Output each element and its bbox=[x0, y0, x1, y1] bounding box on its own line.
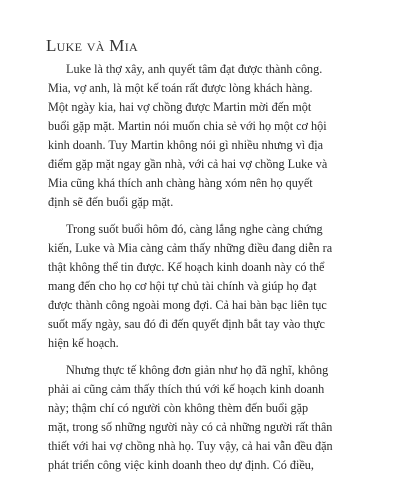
text-line: Mia, vợ anh, là một kế toán rất được lòng khách hàng. bbox=[48, 81, 313, 95]
paragraph bbox=[48, 220, 368, 353]
text-line: Mia cũng khá thích anh chàng hàng xóm nên họ quyết bbox=[48, 176, 313, 190]
chapter-title: Luke và Mia bbox=[46, 36, 138, 55]
text-line: được thành công ngoài mong đợi. Cả hai bàn bạc liên tục bbox=[48, 298, 327, 312]
text-line: hiện kế hoạch. bbox=[48, 336, 119, 350]
text-line: kiến, Luke và Mia càng cảm thấy những điều đang diễn ra bbox=[48, 241, 333, 255]
text-line: Luke là thợ xây, anh quyết tâm đạt được thành công. bbox=[66, 62, 323, 76]
text-line: thiết với hai vợ chồng nhà họ. Tuy vậy, cả hai vẫn đều đặn bbox=[48, 439, 333, 453]
text-line: phải ai cũng cảm thấy thích thú với kế hoạch kinh doanh bbox=[48, 382, 325, 396]
paragraph bbox=[48, 60, 368, 212]
text-line: Một ngày kia, hai vợ chồng được Martin mời đến một bbox=[48, 100, 312, 114]
text-line: suốt mấy ngày, sau đó đi đến quyết định bắt tay vào thực bbox=[48, 317, 325, 331]
paragraph bbox=[48, 361, 368, 475]
text-line: điểm gặp mặt ngay gần nhà, với cả hai vợ chồng Luke và bbox=[48, 157, 328, 171]
text-line: kinh doanh. Tuy Martin không nói gì nhiều nhưng vì địa bbox=[48, 138, 324, 152]
text-line: Nhưng thực tế không đơn giản như họ đã nghĩ, không bbox=[66, 363, 329, 377]
text-line: phát triển công việc kinh doanh theo dự định. Có điều, bbox=[48, 458, 314, 472]
text-line: thật không thể tin được. Kế hoạch kinh doanh này có thể bbox=[48, 260, 325, 274]
text-line: Trong suốt buổi hôm đó, càng lắng nghe càng chứng bbox=[66, 222, 323, 236]
chapter-body bbox=[48, 60, 368, 483]
text-line: này; thậm chí có người còn không thèm đến buổi gặp bbox=[48, 401, 309, 415]
text-line: mang đến cho họ cơ hội tự chủ tài chính và giúp họ đạt bbox=[48, 279, 317, 293]
text-line: buổi gặp mặt. Martin nói muốn chia sẻ với họ một cơ hội bbox=[48, 119, 327, 133]
text-line: định sẽ đến buổi gặp mặt. bbox=[48, 195, 174, 209]
text-line: mặt, trong số những người này có cả những người rất thân bbox=[48, 420, 333, 434]
